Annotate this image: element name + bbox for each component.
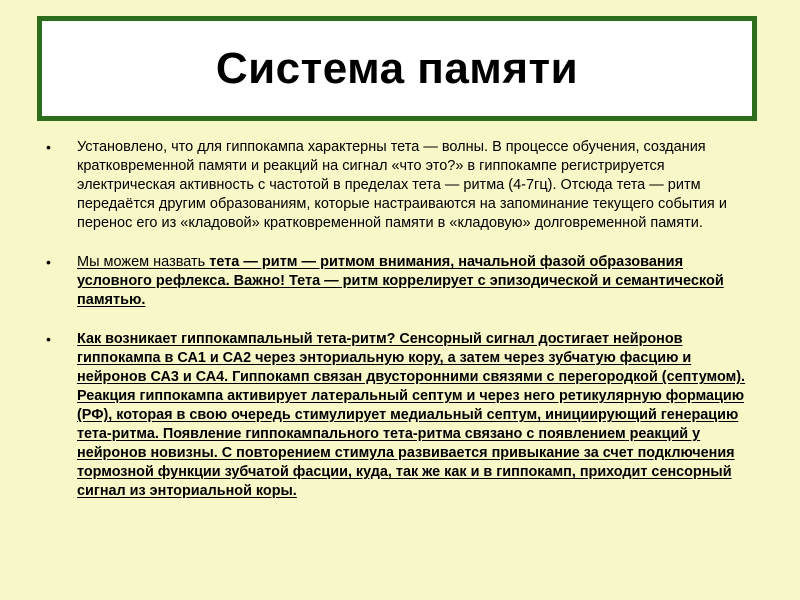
- bullet-item-3: [44, 330, 760, 501]
- bullet-dot-icon: •: [46, 331, 51, 347]
- slide-content: [44, 138, 760, 521]
- title-box: [37, 16, 757, 121]
- bullet-text-1: Установлено, что для гиппокампа характерны тета — волны. В процессе обучения, создания кратковременной памяти и реакций на сигнал «что это?» в гиппокампе регистрируется электрическая активность с частотой в пределах тета — ритма (4-7гц). Отсюда тета — ритм передаётся другим образованиям, которые настраиваются на запоминание текущего события и перенос его из «кладовой» кратковременной памяти в «кладовую» долговременной памяти.: [77, 139, 727, 231]
- bullet-item-1: [44, 138, 760, 233]
- bullet-text-2: [77, 253, 760, 310]
- bullet-dot-icon: •: [46, 254, 51, 270]
- bullet-text-2-lead: Мы можем назвать: [77, 254, 210, 270]
- bullet-dot-icon: •: [46, 139, 51, 155]
- bullet-item-2: [44, 253, 760, 310]
- slide-title: Система памяти: [215, 43, 579, 93]
- bullet-text-3: Как возникает гиппокампальный тета-ритм? Сенсорный сигнал достигает нейронов гиппокампа в СА1 и СА2 через энториальную кору, а затем через зубчатую фасцию и нейронов СА3 и СА4. Гиппокамп связан двусторонними связями с перегородкой (септумом). Реакция гиппокампа активирует латеральный септум и через него ретикулярную формацию (РФ), которая в свою очередь стимулирует медиальный септум, инициирующий генерацию тета-ритма. Появление гиппокампального тета-ритма связано с появлением реакций у нейронов новизны. С повторением стимула развивается привыкание за счет подключения тормозной функции зубчатой фасции, куда, так же как и в гиппокамп, приходит сенсорный сигнал из энториальной коры.: [77, 331, 746, 499]
- bullet-text-2-emphasis: тета — ритм — ритмом внимания, начальной фазой образования условного рефлекса. Важно! Тета — ритм коррелирует с эпизодической и семантической памятью.: [77, 254, 724, 308]
